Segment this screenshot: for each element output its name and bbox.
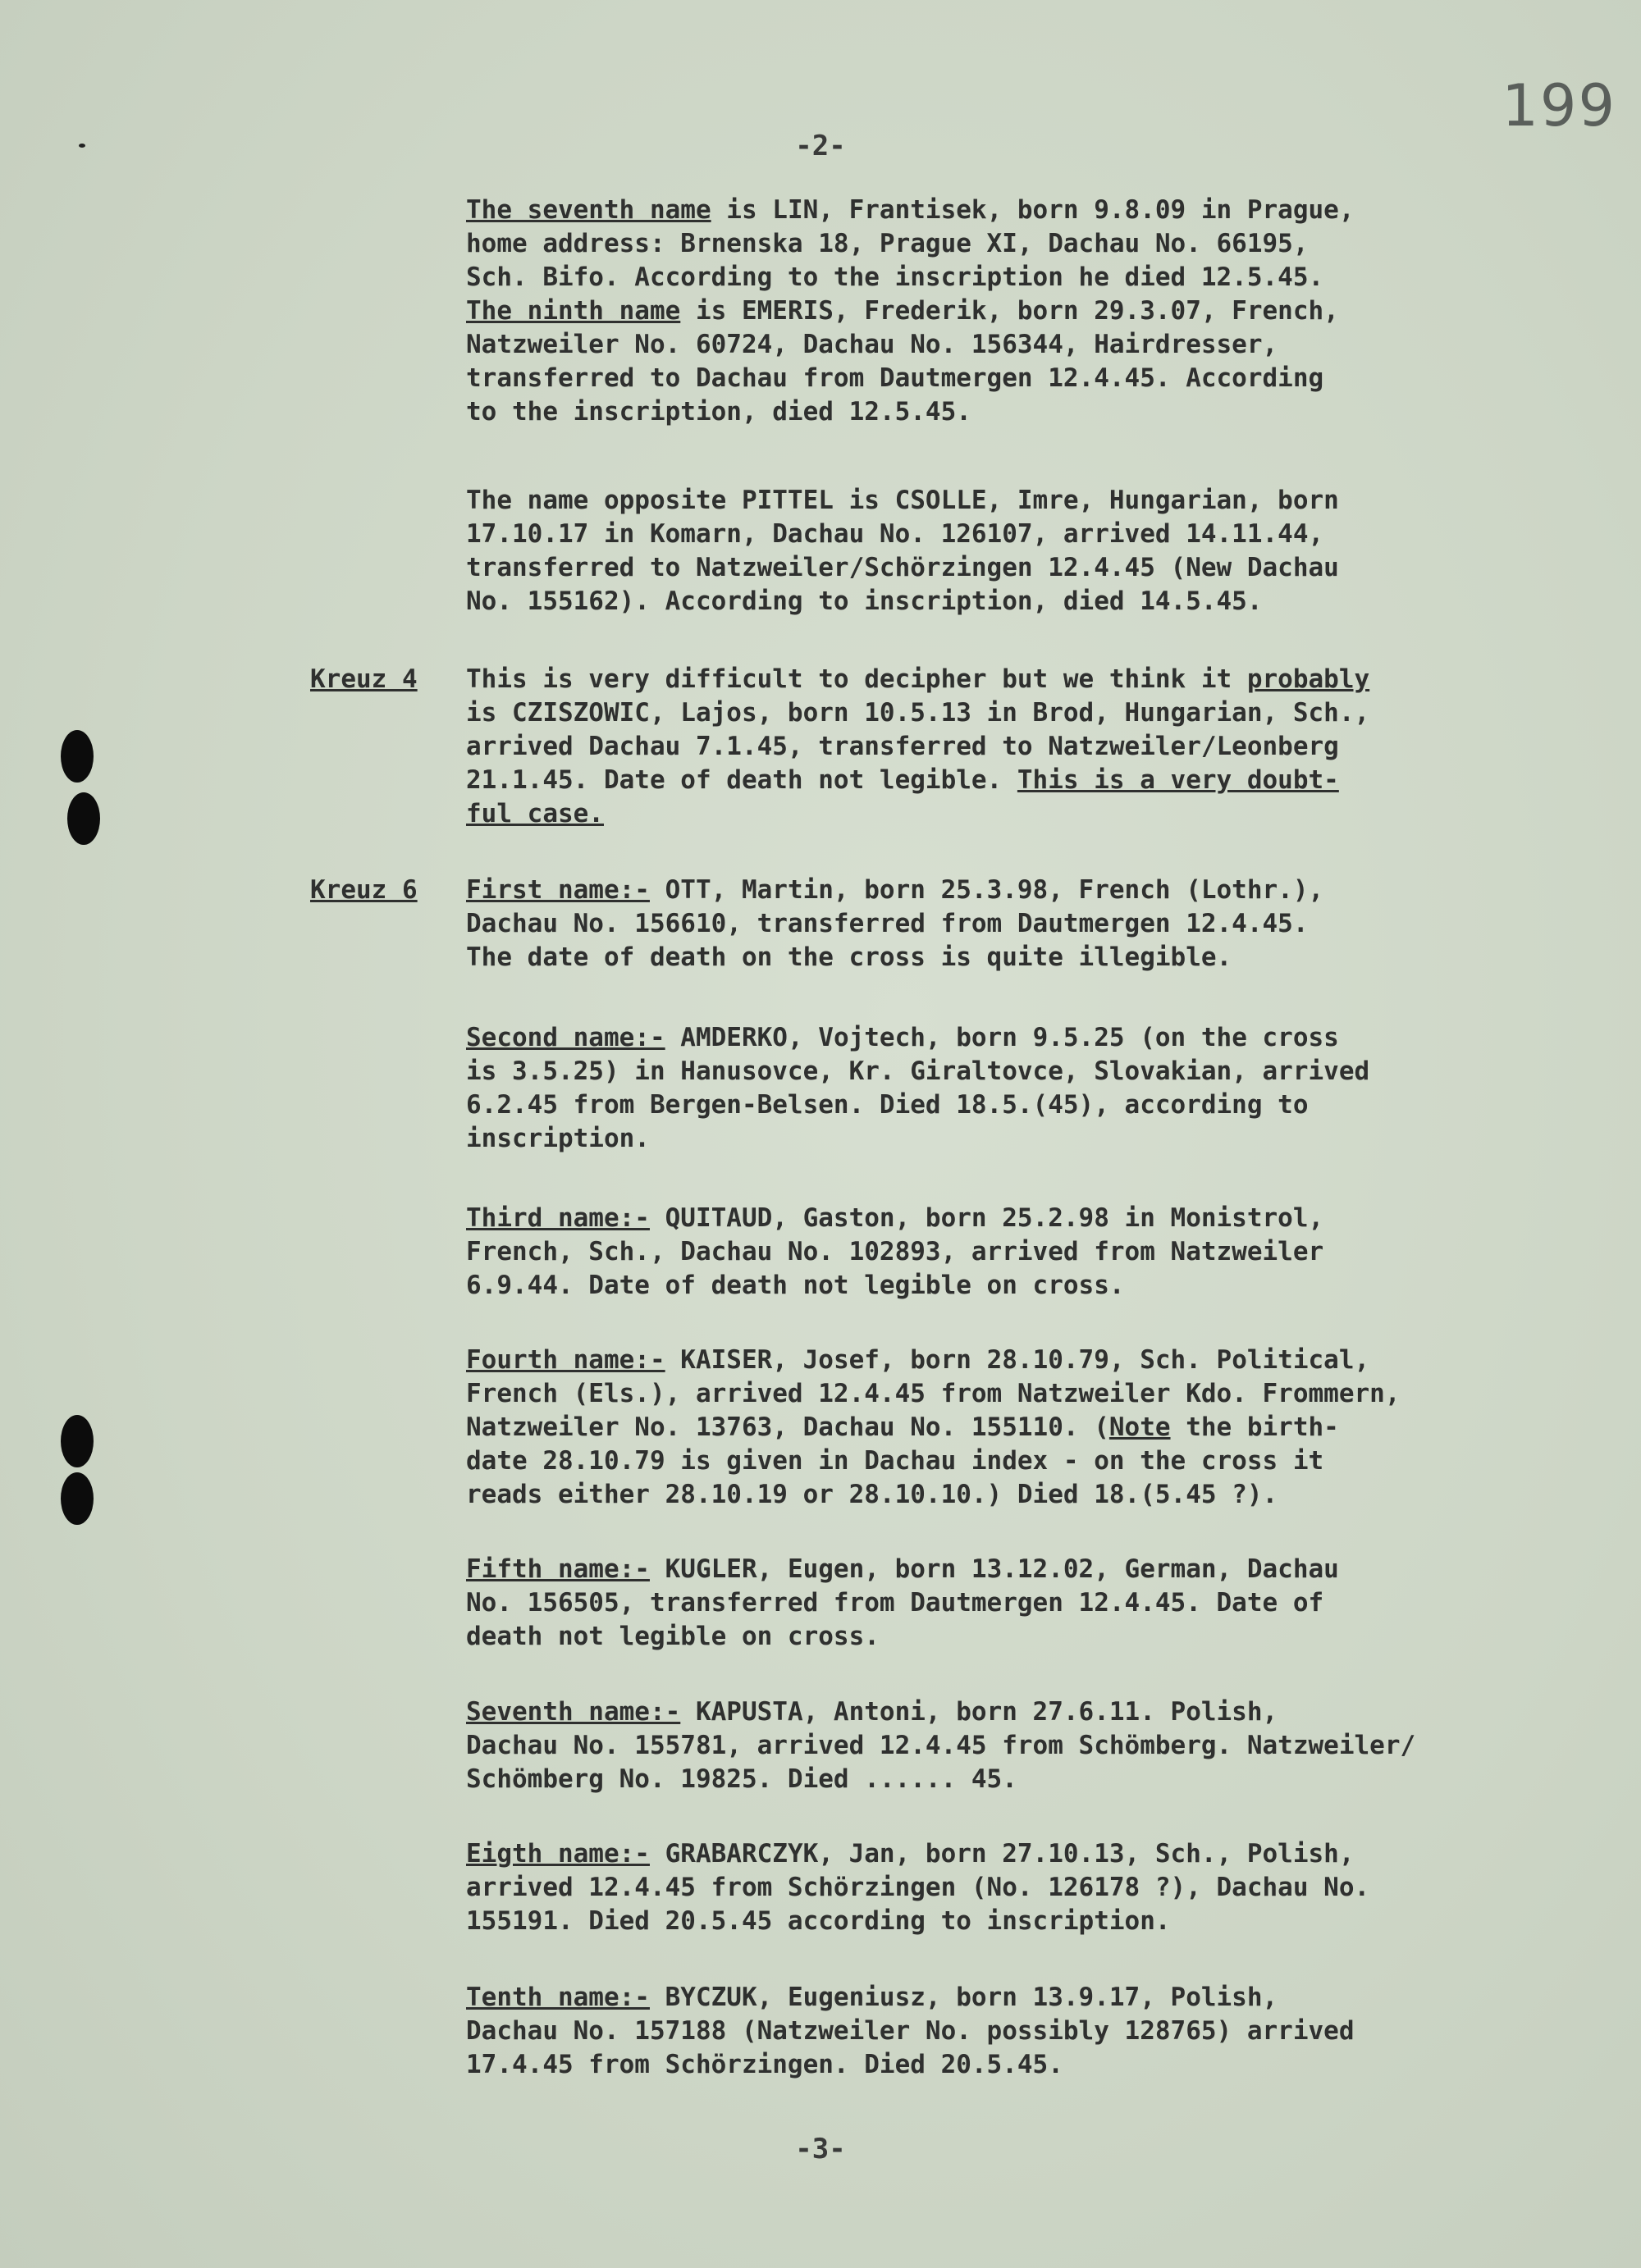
- paragraph-seventh-name: [466, 1695, 1459, 1796]
- paragraph-lead: Eigth name:-: [466, 1839, 650, 1869]
- paragraph-text: GRABARCZYK, Jan, born 27.10.13, Sch., Polish, arrived 12.4.45 from Schörzingen (No. 126178 ?), Dachau No. 155191. Died 20.5.45 according to inscription.: [466, 1839, 1370, 1936]
- paragraph-text: is EMERIS, Frederik, born 29.3.07, French, Natzweiler No. 60724, Dachau No. 156344, Hairdresser, transferred to Dachau from Dautmergen 12.4.45. According to the inscription, died 12.5.45.: [466, 296, 1339, 427]
- page-number-top: -2-: [795, 130, 846, 162]
- label-kreuz-6: Kreuz 6: [310, 875, 418, 905]
- paragraph-lead: Fifth name:-: [466, 1554, 650, 1584]
- paragraph-lead: Third name:-: [466, 1203, 650, 1233]
- paragraph-text: AMDERKO, Vojtech, born 9.5.25 (on the cross is 3.5.25) in Hanusovce, Kr. Giraltovce, Slovakian, arrived 6.2.45 from Bergen-Belsen. Died 18.5.(45), according to inscription.: [466, 1023, 1370, 1153]
- paragraph-lead: Fourth name:-: [466, 1345, 665, 1375]
- punch-hole: [61, 1415, 94, 1467]
- punch-hole: [61, 730, 94, 783]
- paragraph-text: KAISER, Josef, born 28.10.79, Sch. Political, French (Els.), arrived 12.4.45 from Natzweiler Kdo. Frommern, Natzweiler No. 13763, Dachau No. 155110. (: [466, 1345, 1401, 1442]
- ink-speck: [79, 144, 85, 148]
- paragraph-text: is LIN, Frantisek, born 9.8.09 in Prague, home address: Brnenska 18, Prague XI, Dachau No. 66195, Sch. Bifo. According to the inscription he died 12.5.45.: [466, 195, 1355, 292]
- paragraph-lead: The seventh name: [466, 195, 711, 225]
- paragraph-second-name: [466, 1021, 1459, 1156]
- label-kreuz-4: Kreuz 4: [310, 664, 418, 694]
- paragraph-lead: Tenth name:-: [466, 1983, 650, 2012]
- paragraph-fifth-name: [466, 1553, 1459, 1654]
- paragraph-text: This is very difficult to decipher but we think it: [466, 664, 1247, 694]
- paragraph-text: OTT, Martin, born 25.3.98, French (Lothr.), Dachau No. 156610, transferred from Dautmergen 12.4.45. The date of death on the cross is quite illegible.: [466, 875, 1324, 972]
- paragraph-lead: Seventh name:-: [466, 1697, 681, 1727]
- paragraph-third-name: [466, 1202, 1459, 1303]
- punch-hole: [67, 792, 100, 845]
- punch-hole: [61, 1472, 94, 1525]
- paragraph-text: the birth- date 28.10.79 is given in Dachau index - on the cross it reads either 28.10.19 or 28.10.10.) Died 18.(5.45 ?).: [466, 1412, 1339, 1509]
- paragraph-text: is CZISZOWIC, Lajos, born 10.5.13 in Brod, Hungarian, Sch., arrived Dachau 7.1.45, transferred to Natzweiler/Leonberg 21.1.45. Date of death not legible.: [466, 698, 1370, 795]
- paragraph-lead: Second name:-: [466, 1023, 665, 1052]
- paragraph-lead: The ninth name: [466, 296, 681, 326]
- folio-number: 199: [1502, 72, 1616, 139]
- paragraph-kreuz-4: [466, 663, 1459, 831]
- underlined-text: Note: [1108, 1412, 1171, 1442]
- underlined-text: probably: [1246, 664, 1370, 694]
- underlined-text: This is a very doubt- ful case.: [466, 765, 1339, 828]
- paragraph-text: KAPUSTA, Antoni, born 27.6.11. Polish, Dachau No. 155781, arrived 12.4.45 from Schömberg. Natzweiler/ Schömberg No. 19825. Died ...... 45.: [466, 1697, 1416, 1794]
- paragraph-text: QUITAUD, Gaston, born 25.2.98 in Monistrol, French, Sch., Dachau No. 102893, arrived from Natzweiler 6.9.44. Date of death not legible on cross.: [466, 1203, 1324, 1300]
- paragraph-fourth-name: [466, 1344, 1459, 1512]
- paragraph-lead: First name:-: [466, 875, 650, 905]
- page-number-bottom: -3-: [795, 2133, 846, 2165]
- paragraph-text: KUGLER, Eugen, born 13.12.02, German, Dachau No. 156505, transferred from Dautmergen 12.4.45. Date of death not legible on cross.: [466, 1554, 1339, 1651]
- paragraph-seventh-ninth: [466, 194, 1459, 429]
- paragraph-pittel: [466, 484, 1459, 618]
- paragraph-text: The name opposite PITTEL is CSOLLE, Imre, Hungarian, born 17.10.17 in Komarn, Dachau No. 126107, arrived 14.11.44, transferred to Natzweiler/Schörzingen 12.4.45 (New Dachau No. 155162). According to inscription, died 14.5.45.: [466, 486, 1339, 616]
- paragraph-eigth-name: [466, 1837, 1459, 1938]
- paragraph-first-name: [466, 874, 1459, 974]
- paragraph-tenth-name: [466, 1981, 1459, 2082]
- paragraph-text: BYCZUK, Eugeniusz, born 13.9.17, Polish, Dachau No. 157188 (Natzweiler No. possibly 128765) arrived 17.4.45 from Schörzingen. Died 20.5.45.: [466, 1983, 1355, 2079]
